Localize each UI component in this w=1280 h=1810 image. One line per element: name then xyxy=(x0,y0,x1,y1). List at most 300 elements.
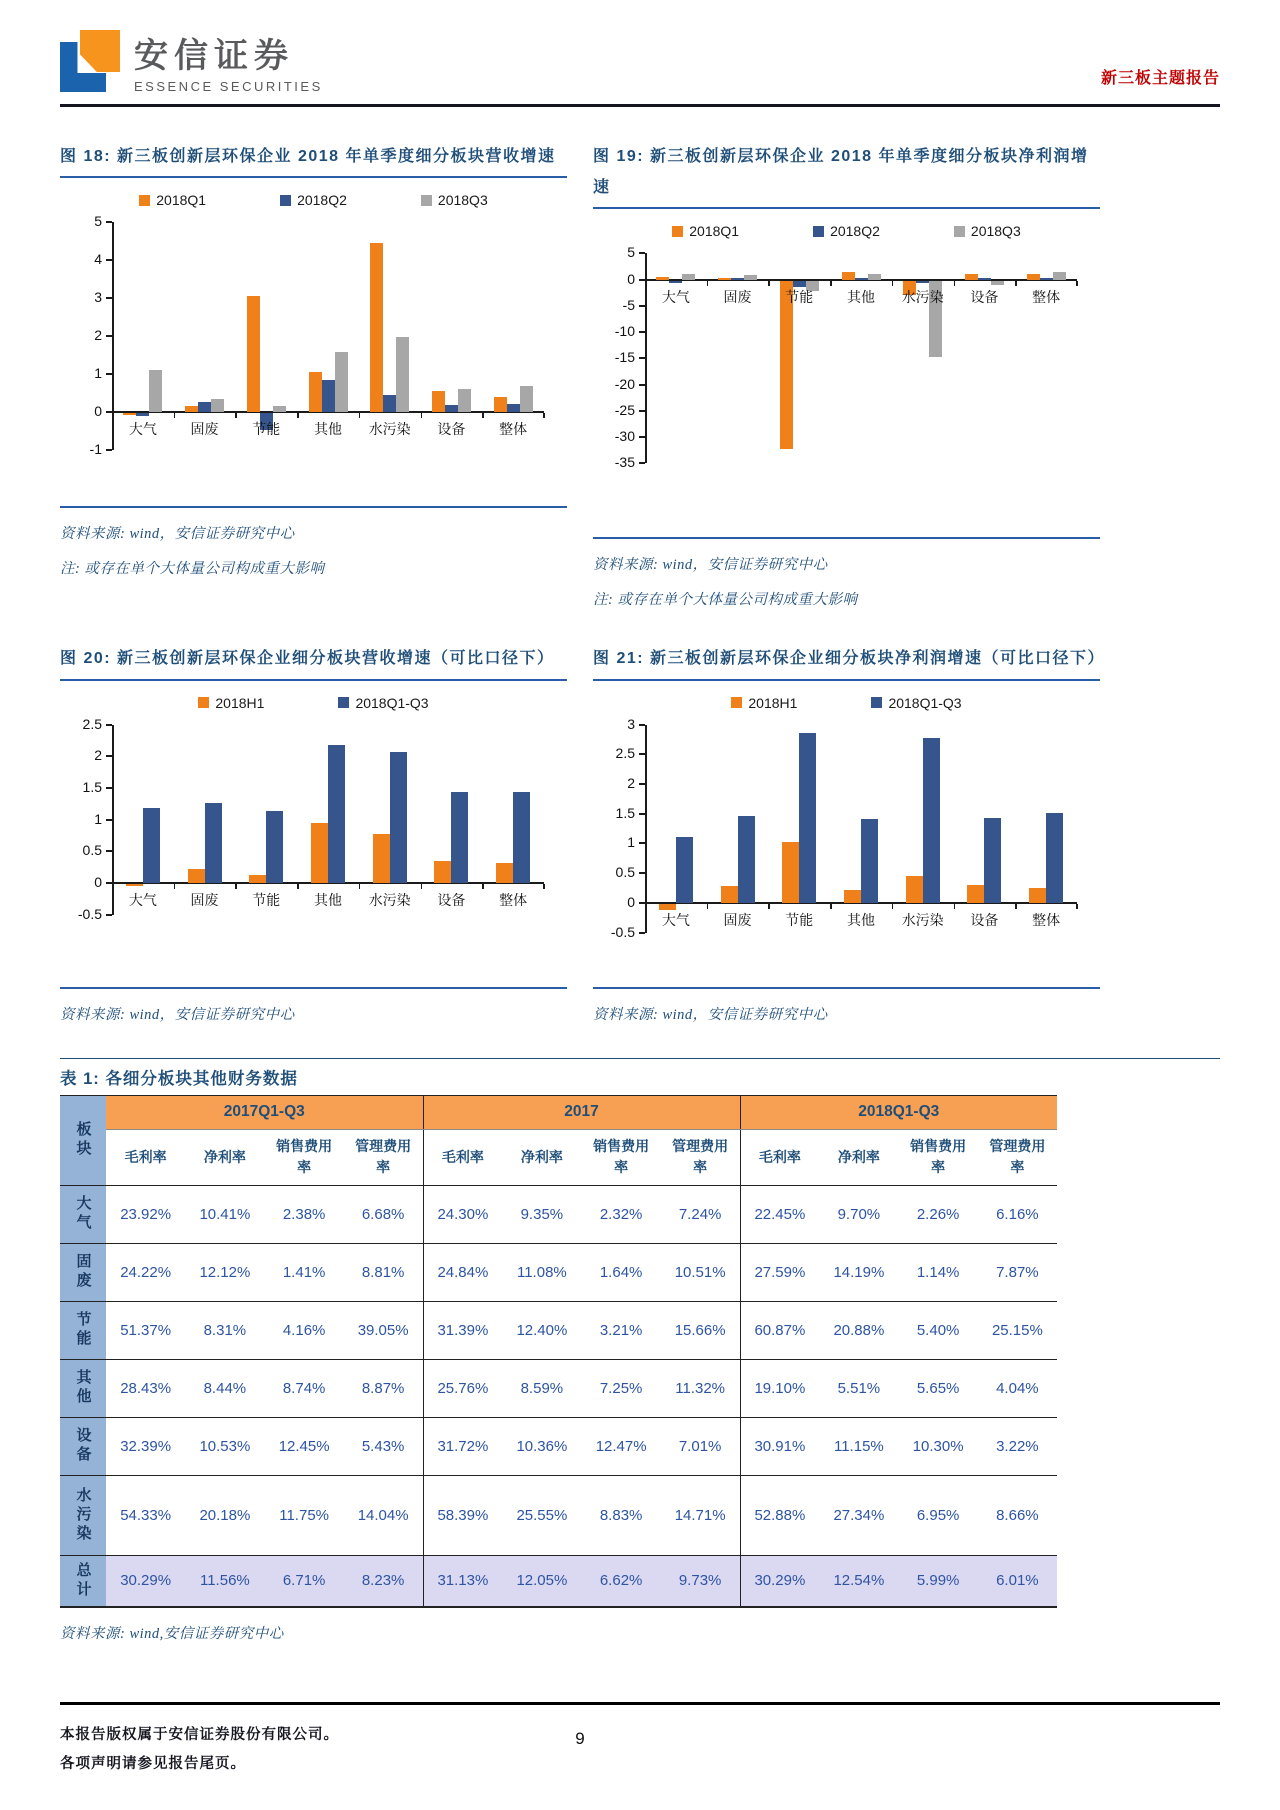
figure-21-source: 资料来源: wind，安信证券研究中心 xyxy=(593,1006,828,1023)
brand-name-cn: 安信证券 xyxy=(134,37,294,75)
y-axis-tick xyxy=(106,297,112,299)
table-cell: 60.87% xyxy=(740,1301,819,1359)
y-tick-label: 1 xyxy=(94,365,102,382)
bar-2018Q3-整体 xyxy=(1053,272,1066,280)
figure-19-divider xyxy=(593,537,1100,539)
x-category-label: 固废 xyxy=(723,911,752,928)
table-cell: 27.34% xyxy=(819,1475,898,1555)
table-cell: 8.83% xyxy=(582,1475,661,1555)
legend-label: 2018Q1-Q3 xyxy=(355,694,429,711)
table-title: 表 1: 各细分板块其他财务数据 xyxy=(60,1058,1220,1089)
footer-line-1: 本报告版权属于安信证券股份有限公司。 xyxy=(60,1727,339,1743)
y-tick-label: 0 xyxy=(94,873,102,890)
table-cell: 11.56% xyxy=(185,1555,264,1607)
bar-2018H1-整体 xyxy=(1029,888,1046,903)
figure-18 xyxy=(60,141,567,609)
figure-20-divider xyxy=(60,987,567,989)
table-cell: 7.01% xyxy=(661,1417,740,1475)
bar-2018Q1-节能 xyxy=(247,296,260,412)
table-cell: 20.18% xyxy=(185,1475,264,1555)
y-axis-line xyxy=(112,222,114,450)
y-tick-label: -0.5 xyxy=(610,923,635,940)
bar-2018Q2-整体 xyxy=(507,404,520,412)
x-axis-tick xyxy=(1015,281,1017,286)
y-axis-tick xyxy=(106,449,112,451)
metric-header: 管理费用率 xyxy=(978,1129,1057,1185)
y-tick-label: 1.5 xyxy=(615,804,635,821)
legend-swatch-icon xyxy=(813,226,824,237)
y-axis-tick xyxy=(639,932,645,934)
chart-legend xyxy=(60,695,567,711)
table-cell: 14.04% xyxy=(344,1475,423,1555)
bar-2018H1-其他 xyxy=(844,890,861,903)
bar-2018Q1-Q3-其他 xyxy=(328,745,345,882)
bar-2018Q2-其他 xyxy=(855,278,868,280)
y-tick-label: 3 xyxy=(94,289,102,306)
table-cell: 6.16% xyxy=(978,1185,1057,1243)
y-tick-label: -20 xyxy=(614,375,635,392)
table-cell: 14.71% xyxy=(661,1475,740,1555)
bar-2018Q2-固废 xyxy=(731,278,744,280)
x-category-label: 其他 xyxy=(846,288,875,305)
bar-2018Q1-Q3-设备 xyxy=(451,792,468,883)
table-cell: 10.51% xyxy=(661,1243,740,1301)
legend-item xyxy=(280,192,347,208)
y-axis-tick xyxy=(639,872,645,874)
figure-18-note: 注: 或存在单个大体量公司构成重大影响 xyxy=(60,561,325,578)
table-cell: 10.36% xyxy=(502,1417,581,1475)
legend-label: 2018Q3 xyxy=(970,223,1021,240)
table-cell: 5.65% xyxy=(899,1359,978,1417)
table-cell: 31.72% xyxy=(423,1417,502,1475)
x-category-label: 整体 xyxy=(499,891,528,908)
table-cell: 8.81% xyxy=(344,1243,423,1301)
legend-label: 2018H1 xyxy=(215,694,265,711)
x-axis-tick xyxy=(235,413,237,418)
y-tick-label: 2 xyxy=(627,774,635,791)
page-footer xyxy=(60,1702,1220,1779)
y-axis-tick xyxy=(106,259,112,261)
x-axis-tick xyxy=(830,281,832,286)
x-axis-tick xyxy=(954,281,956,286)
bar-2018Q1-其他 xyxy=(309,372,322,412)
bar-2018Q3-固废 xyxy=(744,275,757,279)
row-label-总计 xyxy=(60,1555,106,1607)
table-cell: 6.62% xyxy=(582,1555,661,1607)
bar-2018Q1-Q3-其他 xyxy=(861,819,878,903)
table-cell: 23.92% xyxy=(106,1185,185,1243)
y-tick-label: -5 xyxy=(622,296,635,313)
bar-2018H1-节能 xyxy=(782,842,799,903)
table-cell: 27.59% xyxy=(740,1243,819,1301)
bar-2018H1-设备 xyxy=(434,861,451,883)
y-axis-tick xyxy=(106,373,112,375)
x-axis-tick xyxy=(1015,904,1017,909)
table-cell: 2.38% xyxy=(265,1185,344,1243)
table-cell: 7.25% xyxy=(582,1359,661,1417)
metric-header: 毛利率 xyxy=(423,1129,502,1185)
table-cell: 39.05% xyxy=(344,1301,423,1359)
table-cell: 30.29% xyxy=(106,1555,185,1607)
y-tick-label: 0 xyxy=(627,270,635,287)
x-axis-tick xyxy=(830,904,832,909)
bar-2018Q1-Q3-整体 xyxy=(1046,813,1063,903)
x-category-label: 整体 xyxy=(499,421,528,438)
x-category-label: 其他 xyxy=(313,421,342,438)
y-tick-label: 2 xyxy=(94,747,102,764)
table-cell: 5.99% xyxy=(899,1555,978,1607)
table-section xyxy=(60,1058,1220,1644)
y-axis-tick xyxy=(106,787,112,789)
row-label-text: 总计 xyxy=(74,1561,92,1600)
bar-2018Q2-大气 xyxy=(136,413,149,416)
y-tick-label: 4 xyxy=(94,251,102,268)
brand-text xyxy=(134,28,323,94)
legend-swatch-icon xyxy=(280,195,291,206)
legend-item xyxy=(338,695,428,711)
x-category-label: 水污染 xyxy=(368,421,411,438)
table-cell: 14.19% xyxy=(819,1243,898,1301)
legend-label: 2018Q1-Q3 xyxy=(888,694,962,711)
bar-2018Q1-大气 xyxy=(123,413,136,415)
y-tick-label: -25 xyxy=(614,401,635,418)
x-axis-tick xyxy=(543,413,545,418)
table-cell: 31.39% xyxy=(423,1301,502,1359)
bar-2018Q2-固废 xyxy=(198,402,211,412)
y-tick-label: -1 xyxy=(89,441,102,458)
table-cell: 2.26% xyxy=(899,1185,978,1243)
table-cell: 8.59% xyxy=(502,1359,581,1417)
bar-2018Q3-节能 xyxy=(273,406,286,412)
bar-2018Q1-固废 xyxy=(185,406,198,412)
x-category-label: 其他 xyxy=(313,891,342,908)
bar-2018Q1-Q3-固废 xyxy=(205,803,222,883)
table-cell: 8.31% xyxy=(185,1301,264,1359)
row-label-节能 xyxy=(60,1301,106,1359)
table-cell: 25.76% xyxy=(423,1359,502,1417)
x-category-label: 固废 xyxy=(723,288,752,305)
bar-2018Q1-固废 xyxy=(718,278,731,280)
bar-2018H1-大气 xyxy=(126,884,143,886)
group-header-2017Q1-Q3: 2017Q1-Q3 xyxy=(106,1095,423,1129)
legend-swatch-icon xyxy=(954,226,965,237)
table-cell: 8.66% xyxy=(978,1475,1057,1555)
table-cell: 5.43% xyxy=(344,1417,423,1475)
table-cell: 31.13% xyxy=(423,1555,502,1607)
y-axis-tick xyxy=(639,357,645,359)
x-category-label: 设备 xyxy=(970,911,999,928)
legend-item xyxy=(731,695,797,711)
y-axis-tick xyxy=(639,331,645,333)
y-axis-tick xyxy=(639,410,645,412)
page-header xyxy=(60,28,1220,107)
table-cell: 7.24% xyxy=(661,1185,740,1243)
figure-row-1 xyxy=(60,141,1220,609)
financial-table-body xyxy=(60,1185,1057,1607)
y-axis-tick xyxy=(106,335,112,337)
figure-19 xyxy=(593,141,1100,609)
bar-2018Q3-大气 xyxy=(682,274,695,279)
x-category-label: 水污染 xyxy=(368,891,411,908)
x-axis-tick xyxy=(1076,281,1078,286)
legend-swatch-icon xyxy=(731,697,742,708)
table-cell: 54.33% xyxy=(106,1475,185,1555)
y-axis-line xyxy=(112,725,114,915)
table-cell: 5.40% xyxy=(899,1301,978,1359)
brand xyxy=(60,28,323,94)
figure-20 xyxy=(60,643,567,1023)
figure-21-chart xyxy=(593,681,1100,981)
x-axis-tick xyxy=(543,884,545,889)
x-category-label: 设备 xyxy=(970,288,999,305)
figure-20-chart xyxy=(60,681,567,981)
bar-2018Q3-固废 xyxy=(211,399,224,412)
table-cell: 11.15% xyxy=(819,1417,898,1475)
y-axis-tick xyxy=(106,850,112,852)
legend-label: 2018H1 xyxy=(748,694,798,711)
table-cell: 4.04% xyxy=(978,1359,1057,1417)
column-header-block-label: 板块 xyxy=(74,1121,92,1160)
x-category-label: 固废 xyxy=(190,421,219,438)
table-row xyxy=(60,1185,1057,1243)
x-category-label: 水污染 xyxy=(901,288,944,305)
x-category-label: 整体 xyxy=(1032,288,1061,305)
table-cell: 8.44% xyxy=(185,1359,264,1417)
y-tick-label: 0 xyxy=(627,893,635,910)
chart-plot xyxy=(614,244,1077,471)
x-axis-tick xyxy=(892,281,894,286)
x-axis-tick xyxy=(297,884,299,889)
x-axis-tick xyxy=(768,904,770,909)
table-cell: 11.08% xyxy=(502,1243,581,1301)
bar-2018Q3-设备 xyxy=(458,389,471,412)
row-label-大气 xyxy=(60,1185,106,1243)
legend-swatch-icon xyxy=(338,697,349,708)
bar-2018Q1-Q3-水污染 xyxy=(390,752,407,882)
table-cell: 1.64% xyxy=(582,1243,661,1301)
y-tick-label: -35 xyxy=(614,454,635,471)
column-header-block xyxy=(60,1095,106,1185)
x-axis-tick xyxy=(235,884,237,889)
row-label-text: 水污染 xyxy=(74,1486,92,1544)
bar-2018Q1-设备 xyxy=(432,391,445,412)
y-tick-label: 1 xyxy=(94,810,102,827)
figure-21-title: 图 21: 新三板创新层环保企业细分板块净利润增速（可比口径下） xyxy=(593,643,1100,680)
y-tick-label: 2.5 xyxy=(82,715,102,732)
bar-2018Q3-其他 xyxy=(335,352,348,412)
y-tick-label: 1 xyxy=(627,834,635,851)
y-tick-label: 1.5 xyxy=(82,778,102,795)
legend-swatch-icon xyxy=(672,226,683,237)
table-cell: 24.84% xyxy=(423,1243,502,1301)
legend-label: 2018Q3 xyxy=(437,192,488,209)
legend-item xyxy=(871,695,961,711)
chart-plot xyxy=(77,715,544,922)
table-cell: 25.15% xyxy=(978,1301,1057,1359)
metric-header: 净利率 xyxy=(502,1129,581,1185)
figure-18-title: 图 18: 新三板创新层环保企业 2018 年单季度细分板块营收增速 xyxy=(60,141,567,178)
y-tick-label: -0.5 xyxy=(77,905,102,922)
row-label-text: 设备 xyxy=(74,1427,92,1466)
group-header-2018Q1-Q3: 2018Q1-Q3 xyxy=(740,1095,1057,1129)
bar-2018Q3-水污染 xyxy=(396,337,409,412)
y-axis-tick xyxy=(639,813,645,815)
bar-2018Q3-其他 xyxy=(868,274,881,279)
x-category-label: 整体 xyxy=(1032,911,1061,928)
bar-2018Q2-整体 xyxy=(1040,278,1053,280)
table-metric-header-row xyxy=(60,1129,1057,1185)
metric-header: 销售费用率 xyxy=(265,1129,344,1185)
x-axis-tick xyxy=(482,413,484,418)
chart-legend xyxy=(593,223,1100,239)
legend-item xyxy=(813,223,880,239)
y-axis-tick xyxy=(106,819,112,821)
table-cell: 19.10% xyxy=(740,1359,819,1417)
y-tick-label: 5 xyxy=(627,244,635,261)
table-row xyxy=(60,1359,1057,1417)
bar-2018Q3-设备 xyxy=(991,281,1004,285)
legend-item xyxy=(421,192,488,208)
legend-item xyxy=(954,223,1021,239)
x-axis-tick xyxy=(707,281,709,286)
y-tick-label: -30 xyxy=(614,428,635,445)
legend-item xyxy=(672,223,739,239)
x-category-label: 设备 xyxy=(437,421,466,438)
table-cell: 10.30% xyxy=(899,1417,978,1475)
x-category-label: 水污染 xyxy=(901,911,944,928)
y-tick-label: 0.5 xyxy=(82,842,102,859)
figure-21 xyxy=(593,643,1106,1023)
essence-securities-logo-icon xyxy=(60,30,120,92)
x-category-label: 节能 xyxy=(252,421,281,438)
x-category-label: 其他 xyxy=(846,911,875,928)
legend-label: 2018Q2 xyxy=(297,192,347,209)
bar-2018Q1-设备 xyxy=(965,274,978,279)
bar-2018Q1-水污染 xyxy=(370,243,383,412)
bar-2018Q2-其他 xyxy=(322,380,335,412)
x-axis-tick xyxy=(359,413,361,418)
table-cell: 30.91% xyxy=(740,1417,819,1475)
page-number: 9 xyxy=(575,1729,585,1748)
table-cell: 12.40% xyxy=(502,1301,581,1359)
y-tick-label: -10 xyxy=(614,323,635,340)
figure-21-divider xyxy=(593,987,1100,989)
table-cell: 25.55% xyxy=(502,1475,581,1555)
x-category-label: 大气 xyxy=(128,421,157,438)
table-cell: 32.39% xyxy=(106,1417,185,1475)
financial-table-head xyxy=(60,1095,1057,1185)
table-row xyxy=(60,1417,1057,1475)
x-axis-tick xyxy=(297,413,299,418)
table-cell: 6.68% xyxy=(344,1185,423,1243)
x-category-label: 大气 xyxy=(128,891,157,908)
x-category-label: 固废 xyxy=(190,891,219,908)
table-cell: 10.41% xyxy=(185,1185,264,1243)
legend-swatch-icon xyxy=(139,195,150,206)
x-category-label: 节能 xyxy=(252,891,281,908)
bar-2018Q2-设备 xyxy=(978,278,991,280)
table-cell: 15.66% xyxy=(661,1301,740,1359)
x-axis-tick xyxy=(768,281,770,286)
bar-2018Q1-整体 xyxy=(1027,274,1040,279)
bar-2018Q1-Q3-大气 xyxy=(676,837,693,902)
legend-item xyxy=(139,192,206,208)
bar-2018H1-水污染 xyxy=(373,834,390,883)
table-cell: 58.39% xyxy=(423,1475,502,1555)
table-cell: 12.47% xyxy=(582,1417,661,1475)
x-axis-tick xyxy=(892,904,894,909)
table-source: 资料来源: wind,安信证券研究中心 xyxy=(60,1626,284,1643)
legend-swatch-icon xyxy=(421,195,432,206)
table-cell: 20.88% xyxy=(819,1301,898,1359)
x-axis-tick xyxy=(954,904,956,909)
row-label-固废 xyxy=(60,1243,106,1301)
metric-header: 销售费用率 xyxy=(899,1129,978,1185)
metric-header: 毛利率 xyxy=(106,1129,185,1185)
financial-table xyxy=(60,1095,1057,1609)
bar-2018Q1-Q3-大气 xyxy=(143,808,160,883)
bar-2018Q1-其他 xyxy=(842,272,855,280)
table-cell: 6.01% xyxy=(978,1555,1057,1607)
table-cell: 28.43% xyxy=(106,1359,185,1417)
x-axis-tick xyxy=(482,884,484,889)
y-axis-tick xyxy=(106,221,112,223)
legend-label: 2018Q2 xyxy=(830,223,880,240)
figure-row-2 xyxy=(60,643,1220,1023)
row-label-设备 xyxy=(60,1417,106,1475)
report-category-tag: 新三板主题报告 xyxy=(1100,70,1220,87)
table-cell: 9.70% xyxy=(819,1185,898,1243)
figure-20-title: 图 20: 新三板创新层环保企业细分板块营收增速（可比口径下） xyxy=(60,643,567,680)
table-cell: 1.41% xyxy=(265,1243,344,1301)
legend-label: 2018Q1 xyxy=(689,223,740,240)
table-cell: 3.22% xyxy=(978,1417,1057,1475)
bar-2018H1-整体 xyxy=(496,863,513,883)
figure-18-divider xyxy=(60,506,567,508)
table-cell: 6.71% xyxy=(265,1555,344,1607)
table-cell: 3.21% xyxy=(582,1301,661,1359)
figure-20-source: 资料来源: wind，安信证券研究中心 xyxy=(60,1006,295,1023)
table-group-header-row xyxy=(60,1095,1057,1129)
bar-2018Q1-Q3-节能 xyxy=(266,811,283,883)
table-row xyxy=(60,1555,1057,1607)
table-cell: 9.35% xyxy=(502,1185,581,1243)
bar-2018Q1-Q3-整体 xyxy=(513,792,530,883)
table-cell: 1.14% xyxy=(899,1243,978,1301)
table-row xyxy=(60,1301,1057,1359)
y-tick-label: 0.5 xyxy=(615,864,635,881)
x-axis-tick xyxy=(174,413,176,418)
row-label-其他 xyxy=(60,1359,106,1417)
x-axis-tick xyxy=(421,884,423,889)
y-axis-tick xyxy=(639,842,645,844)
legend-swatch-icon xyxy=(198,697,209,708)
table-cell: 5.51% xyxy=(819,1359,898,1417)
legend-item xyxy=(198,695,264,711)
metric-header: 净利率 xyxy=(185,1129,264,1185)
bar-2018H1-固废 xyxy=(721,886,738,903)
figure-19-chart xyxy=(593,209,1100,531)
table-cell: 12.12% xyxy=(185,1243,264,1301)
y-tick-label: -15 xyxy=(614,349,635,366)
y-tick-label: 2.5 xyxy=(615,745,635,762)
x-axis-tick xyxy=(1076,904,1078,909)
chart-plot xyxy=(89,213,544,458)
legend-label: 2018Q1 xyxy=(156,192,207,209)
y-tick-label: 5 xyxy=(94,213,102,230)
table-cell: 12.54% xyxy=(819,1555,898,1607)
y-axis-tick xyxy=(639,436,645,438)
